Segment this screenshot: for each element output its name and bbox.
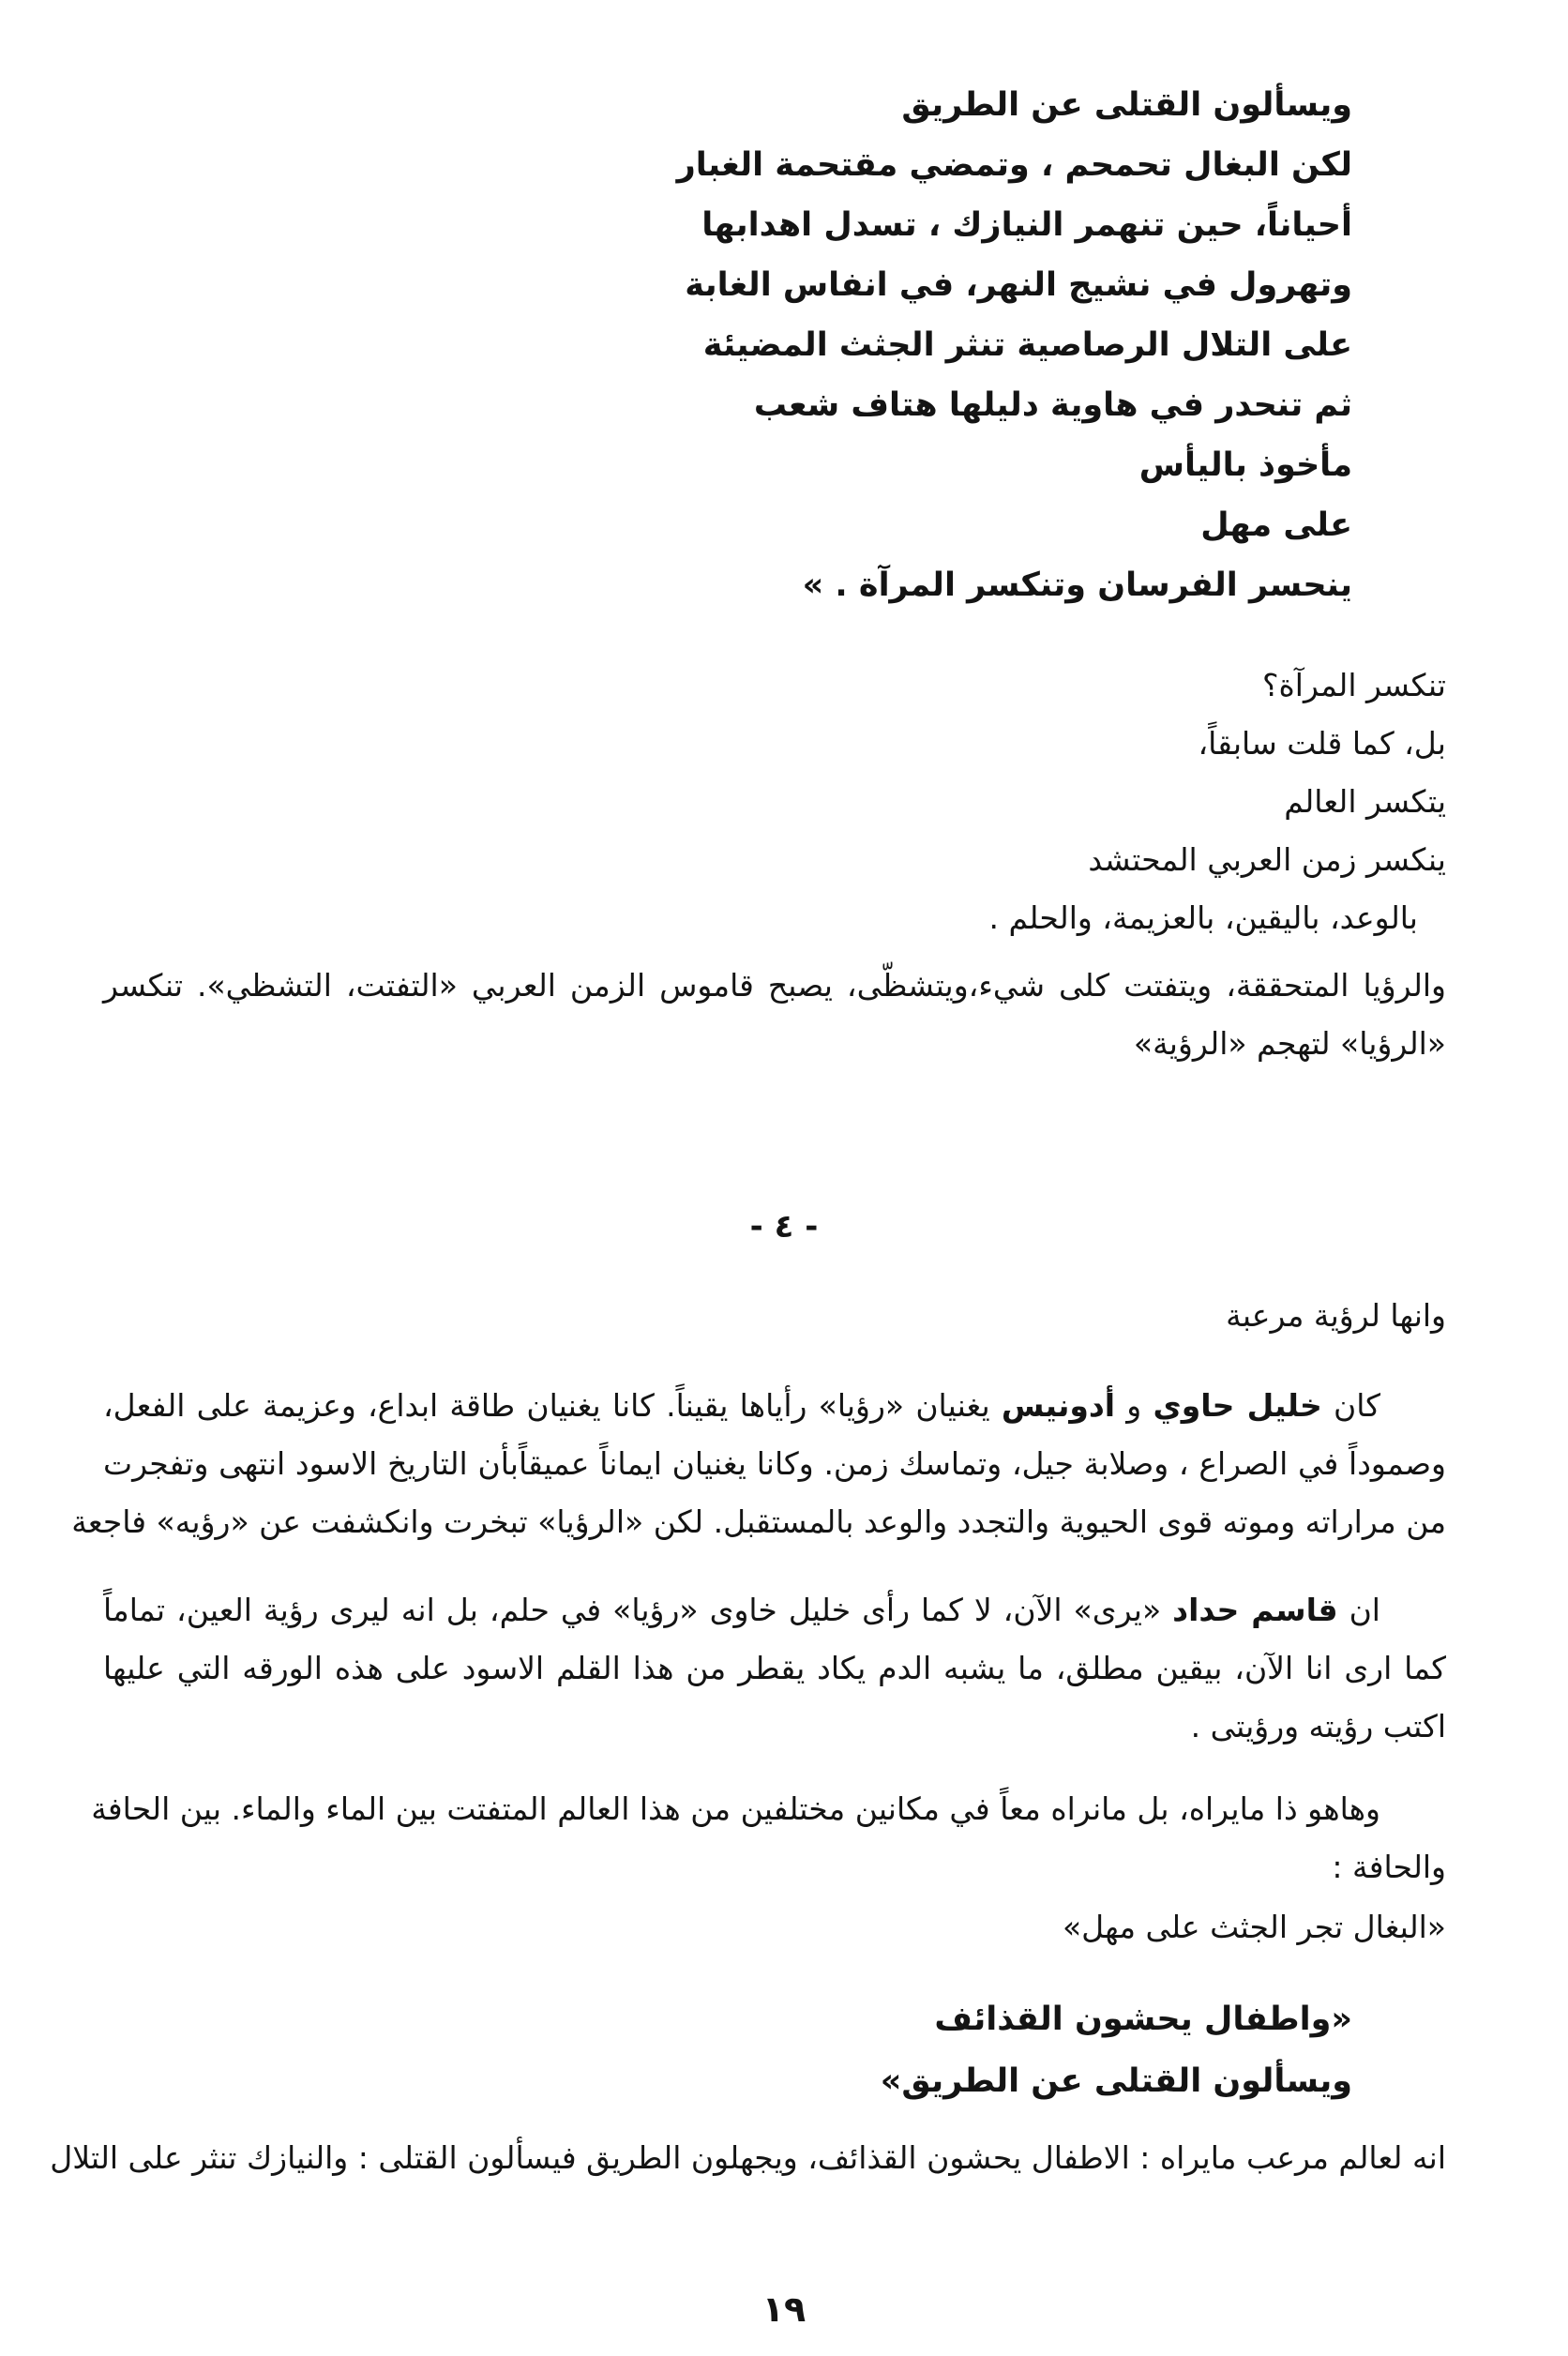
prose-line: من مراراته وموته قوى الحيوية والتجدد والوعد بالمستقبل. لكن «الرؤيا» تبخرت وانكشفت عن «رؤيه» فاجعة: [71, 1503, 1446, 1540]
prose-line: وصموداً في الصراع ، وصلابة جيل، وتماسك زمن. وكانا يغنيان ايماناً عميقاًبأن التاريخ الاسود انتهى وتفجرت: [103, 1445, 1446, 1482]
poem-line: ويسألون القتلى عن الطريق»: [880, 2062, 1352, 2100]
questions-block: [103, 657, 1446, 947]
poem-line: مأخوذ باليأس: [1138, 446, 1352, 484]
prose-line: يتكسر العالم: [1284, 783, 1446, 820]
final-paragraph: [50, 2129, 1446, 2187]
poem-line: على التلال الرصاصية تنثر الجثث المضيئة: [702, 326, 1352, 364]
poet-name: قاسم حداد: [1172, 1592, 1338, 1628]
prose-line: ينكسر زمن العربي المحتشد: [1088, 841, 1446, 878]
poem-line: لكن البغال تحمحم ، وتمضي مقتحمة الغبار: [676, 146, 1352, 184]
poem-top: [94, 75, 1352, 615]
page-number: ١٩: [761, 2288, 807, 2330]
poet-name: خليل حاوي: [1153, 1387, 1322, 1424]
poet-name: أدونيس: [1001, 1387, 1116, 1424]
text-fragment: و: [1115, 1387, 1153, 1424]
section-number: - ٤ -: [749, 1208, 819, 1246]
paragraph-2: [103, 1581, 1446, 1756]
prose-line: [103, 1581, 1446, 1639]
poem-line: ينحسر الفرسان وتنكسر المرآة . »: [802, 566, 1352, 604]
paragraph-3: [91, 1780, 1446, 1896]
paragraph-1: [71, 1377, 1446, 1551]
text-fragment: «يرى» الآن، لا كما رأى خليل خاوى «رؤيا» في حلم، بل انه ليرى رؤية العين، تماماً: [103, 1592, 1173, 1628]
prose-line: انه لعالم مرعب مايراه : الاطفال يحشون القذائف، ويجهلون الطريق فيسألون القتلى : والنيازك تنثر على التلال: [50, 2139, 1446, 2176]
closing-paragraph: [103, 957, 1446, 1073]
prose-line: [103, 1377, 1446, 1435]
prose-line: اكتب رؤيته ورؤيتى .: [1190, 1708, 1446, 1744]
prose-line: والحافة :: [1332, 1849, 1446, 1885]
prose-line: كما ارى انا الآن، بيقين مطلق، ما يشبه الدم يكاد يقطر من هذا القلم الاسود على هذه الورقه التي عليها: [103, 1650, 1446, 1686]
poem-line: ويسألون القتلى عن الطريق: [901, 86, 1352, 124]
prose-line: بل، كما قلت سابقاً،: [1198, 725, 1446, 762]
section-opening: وانها لرؤية مرعبة: [1226, 1297, 1446, 1334]
poem-line: وتهرول في نشيج النهر، في انفاس الغابة: [685, 266, 1352, 304]
poem-line: على مهل: [1200, 506, 1352, 544]
prose-line: وهاهو ذا مايراه، بل مانراه معاً في مكانين مختلفين من هذا العالم المتفتت بين الماء والماء. بين الحافة: [91, 1790, 1380, 1827]
poem-line: «واطفال يحشون القذائف: [934, 2001, 1352, 2038]
poem-line: أحياناً، حين تنهمر النيازك ، تسدل اهدابها: [701, 206, 1352, 244]
text-fragment: يغنيان «رؤيا» رأياها يقيناً. كانا يغنيان طاقة ابداع، وعزيمة على الفعل،: [103, 1387, 1002, 1424]
poem-line: ثم تنحدر في هاوية دليلها هتاف شعب: [753, 386, 1352, 424]
text-fragment: كان: [1321, 1387, 1380, 1424]
text-fragment: ان: [1337, 1592, 1380, 1628]
poem-end: [94, 1988, 1352, 2112]
prose-line: تنكسر المرآة؟: [1262, 667, 1446, 703]
prose-line: والرؤيا المتحققة، ويتفتت كلى شيء،ويتشظّى، يصبح قاموس الزمن العربي «التفتت، التشظي». تنكسر: [103, 967, 1446, 1004]
prose-line-indented: بالوعد، باليقين، بالعزيمة، والحلم .: [988, 899, 1418, 936]
quote-line: «البغال تجر الجثث على مهل»: [1062, 1909, 1446, 1945]
prose-line: «الرؤيا» لتهجم «الرؤية»: [1133, 1025, 1446, 1062]
